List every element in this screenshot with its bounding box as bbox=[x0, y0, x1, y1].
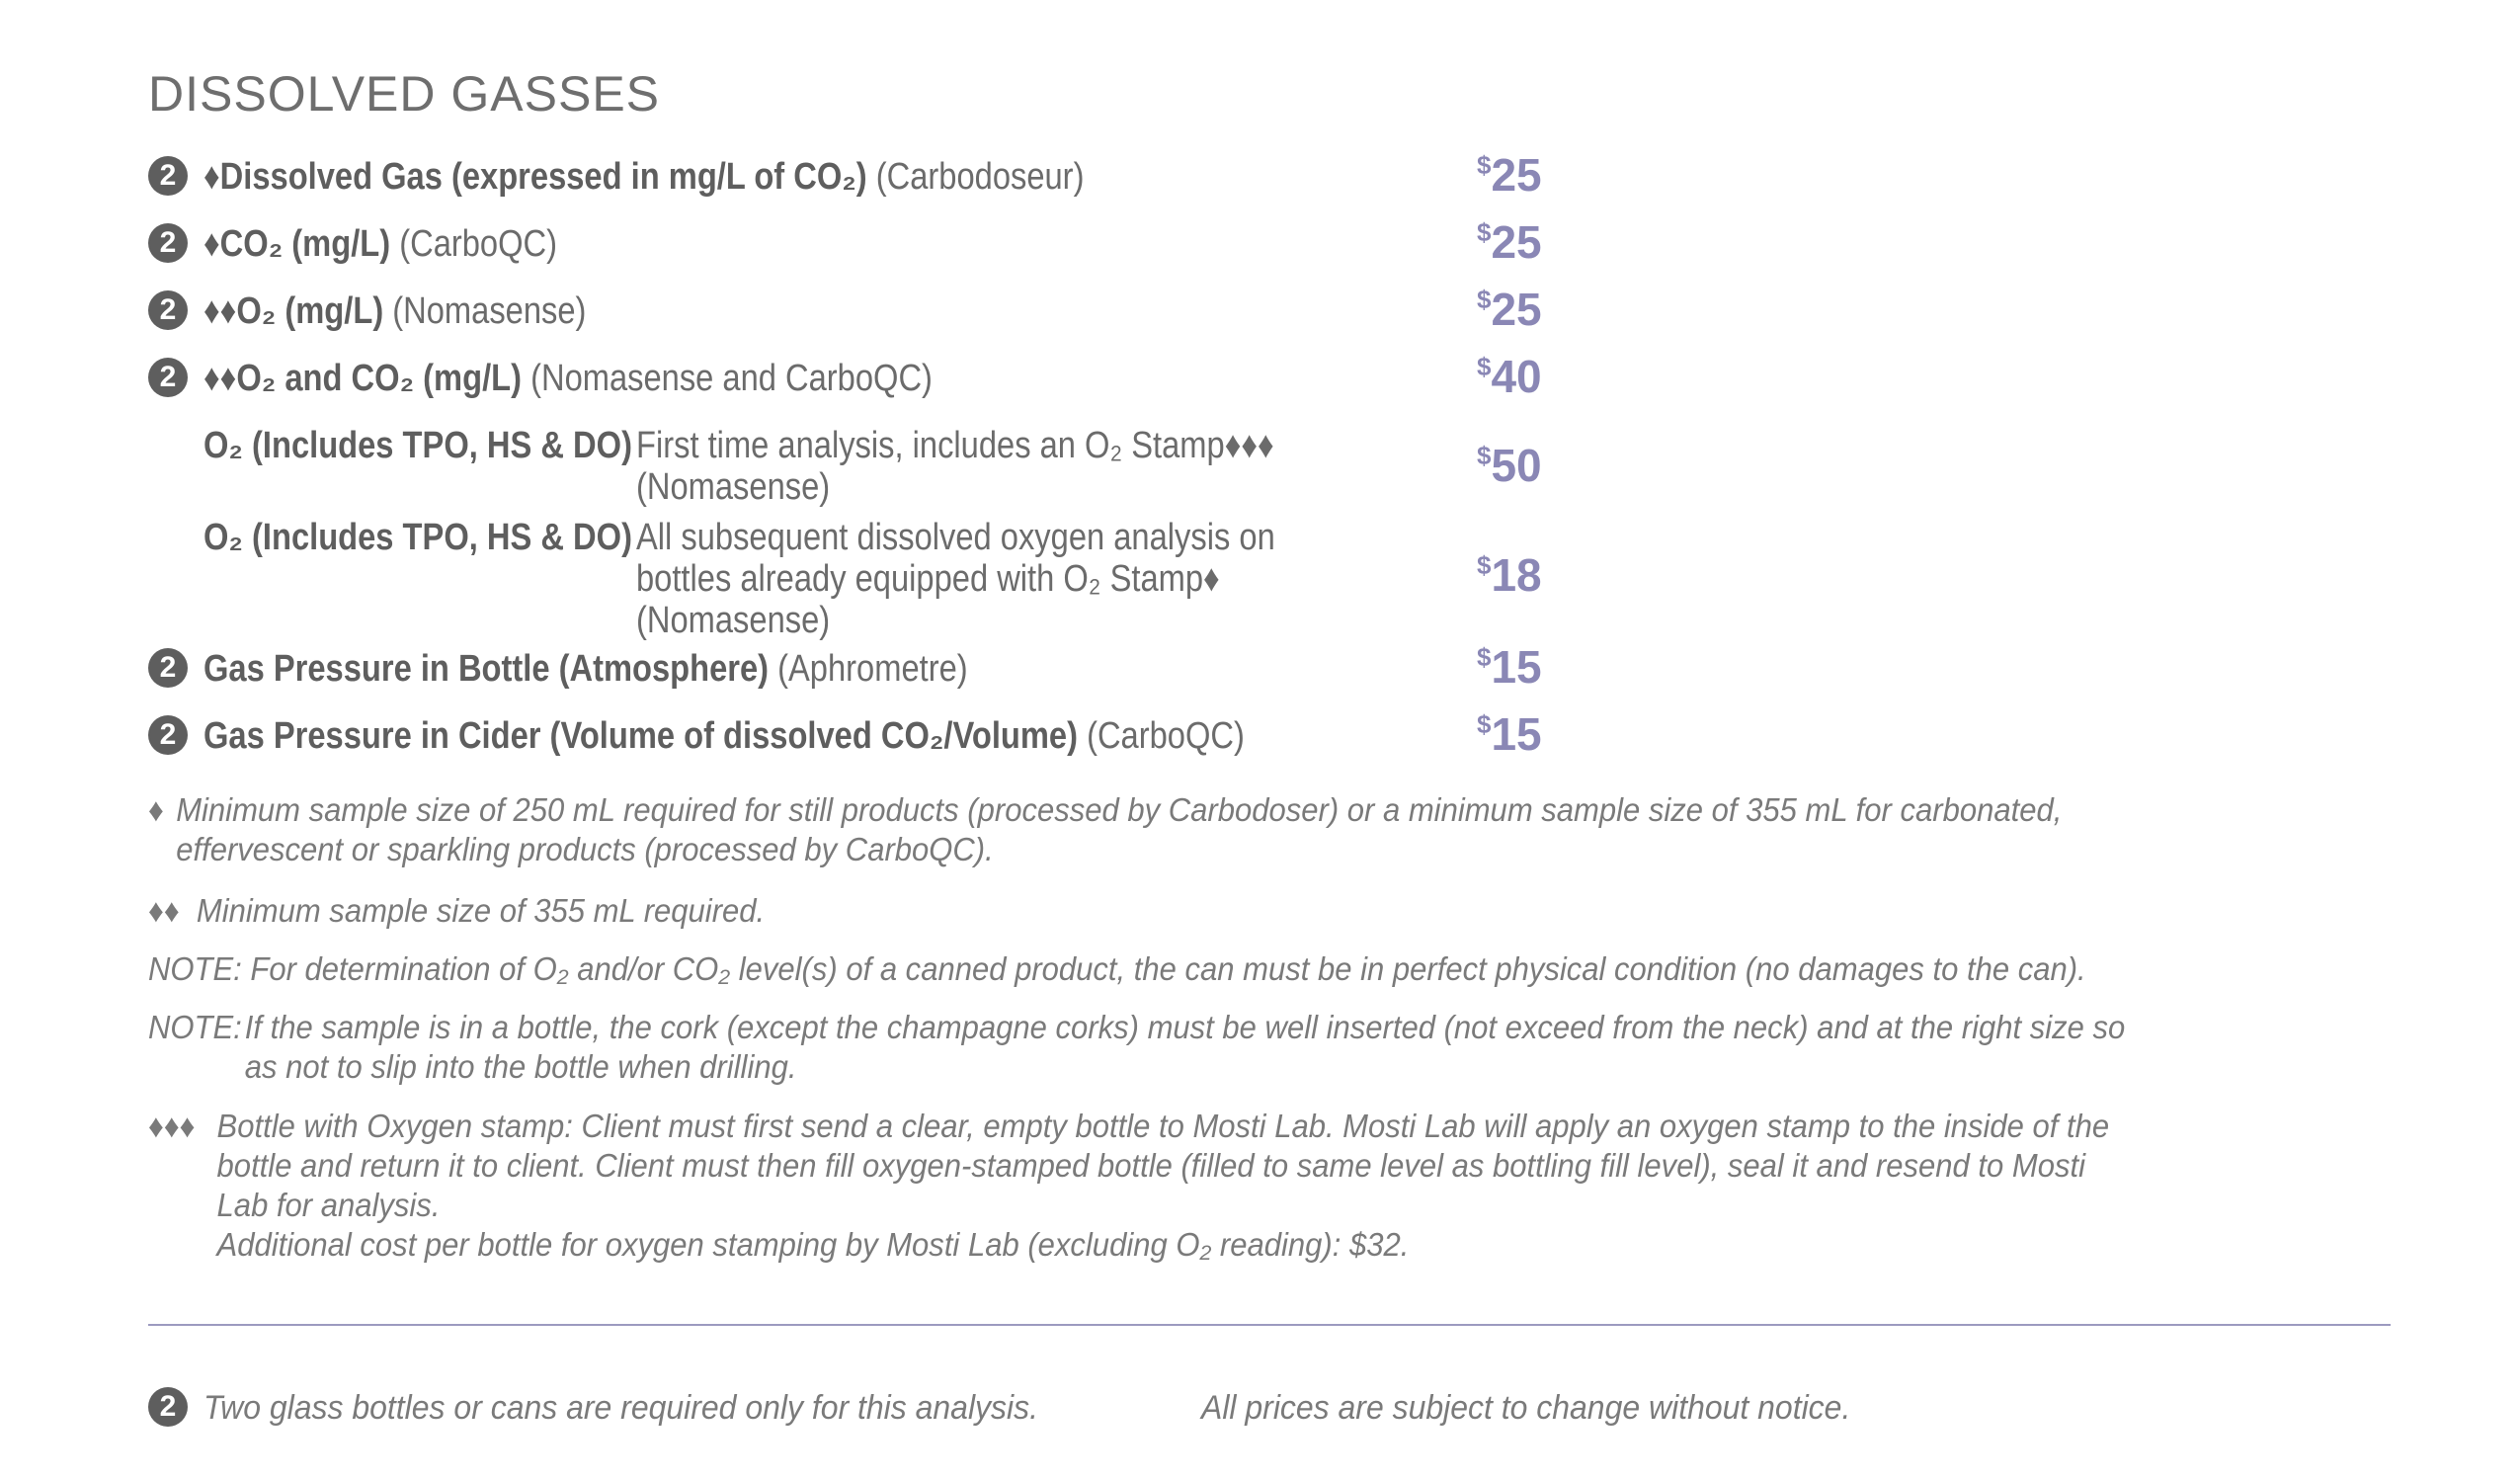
analysis-row-gas-pressure-bottle bbox=[148, 640, 1551, 698]
analysis-name bbox=[203, 215, 557, 273]
analysis-row-o2-subsequent bbox=[148, 517, 1551, 645]
currency-symbol: $ bbox=[1477, 550, 1492, 580]
price bbox=[1477, 350, 1542, 403]
footnote-line: Bottle with Oxygen stamp: Client must first send a clear, empty bottle to Mosti Lab. Mosti Lab will apply an oxygen stamp to the inside of the bbox=[216, 1108, 2110, 1144]
diamond-marker: ♦ bbox=[148, 791, 164, 828]
currency-symbol: $ bbox=[1477, 441, 1492, 470]
price bbox=[1477, 148, 1542, 202]
footer-price-disclaimer: All prices are subject to change without notice. bbox=[1201, 1389, 1851, 1427]
analysis-method: (Carbodoseur) bbox=[866, 156, 1085, 198]
price bbox=[1477, 707, 1542, 761]
analysis-method: (Nomasense) bbox=[383, 290, 587, 332]
analysis-method: (Aphrometre) bbox=[769, 648, 968, 690]
analysis-row-o2-co2 bbox=[148, 350, 1551, 407]
footnote-text bbox=[217, 1107, 2110, 1265]
analysis-title: ♦♦O₂ (mg/L) bbox=[203, 290, 384, 332]
divider bbox=[148, 1324, 2391, 1326]
price-amount: 15 bbox=[1491, 708, 1542, 760]
note-line: If the sample is in a bottle, the cork (except the champagne corks) must be well inserted (not exceed from the neck) and at the right size so bbox=[244, 1009, 2126, 1045]
analysis-title: ♦♦O₂ and CO₂ (mg/L) bbox=[203, 358, 523, 399]
note-text bbox=[245, 1008, 2126, 1087]
note-text: NOTE: For determination of O₂ and/or CO₂ level(s) of a canned product, the can must be in perfect physical condition (no damages to the can). bbox=[148, 950, 2086, 987]
price-amount: 50 bbox=[1491, 440, 1542, 491]
analysis-name bbox=[203, 148, 1084, 206]
analysis-method: (CarboQC) bbox=[390, 223, 558, 265]
footnote-line: Minimum sample size of 250 mL required for still products (processed by Carbodoser) or a minimum sample size of 355 mL for carbonated, bbox=[176, 791, 2063, 828]
price-amount: 25 bbox=[1491, 284, 1542, 335]
currency-symbol: $ bbox=[1477, 150, 1492, 180]
two-bottles-icon: 2 bbox=[148, 648, 188, 688]
analysis-title: O₂ (Includes TPO, HS & DO) bbox=[203, 425, 632, 466]
two-bottles-icon: 2 bbox=[148, 156, 188, 196]
footnote-line: Lab for analysis. bbox=[216, 1187, 441, 1223]
price-list-page bbox=[148, 0, 2391, 1480]
footer-bottles-note: Two glass bottles or cans are required only for this analysis. bbox=[203, 1389, 1038, 1427]
price bbox=[1477, 548, 1542, 602]
analysis-name bbox=[203, 707, 1245, 765]
analysis-row-o2-first-time bbox=[148, 425, 1551, 514]
price bbox=[1477, 439, 1542, 492]
currency-symbol: $ bbox=[1477, 352, 1492, 381]
price-amount: 18 bbox=[1491, 549, 1542, 601]
description-line: (Nomasense) bbox=[636, 600, 831, 641]
description-line: All subsequent dissolved oxygen analysis on bbox=[636, 517, 1275, 558]
currency-symbol: $ bbox=[1477, 642, 1492, 672]
analysis-row-dissolved-gas bbox=[148, 148, 1551, 206]
analysis-title: ♦CO₂ (mg/L) bbox=[203, 223, 391, 265]
price-amount: 25 bbox=[1491, 216, 1542, 268]
currency-symbol: $ bbox=[1477, 285, 1492, 314]
price-amount: 25 bbox=[1491, 149, 1542, 201]
analysis-name bbox=[203, 350, 933, 407]
analysis-row-gas-pressure-cider bbox=[148, 707, 1551, 765]
note-prefix: NOTE: bbox=[148, 1009, 242, 1045]
two-bottles-icon: 2 bbox=[148, 358, 188, 397]
footnote-line: Additional cost per bottle for oxygen stamping by Mosti Lab (excluding O₂ reading): $32. bbox=[216, 1226, 1410, 1263]
analysis-row-co2 bbox=[148, 215, 1551, 273]
two-bottles-icon: 2 bbox=[148, 715, 188, 755]
two-bottles-icon: 2 bbox=[148, 223, 188, 263]
analysis-name bbox=[203, 283, 586, 340]
analysis-name bbox=[203, 640, 968, 698]
description-line: bottles already equipped with O₂ Stamp♦ bbox=[636, 558, 1220, 600]
currency-symbol: $ bbox=[1477, 709, 1492, 739]
description-line: (Nomasense) bbox=[636, 466, 831, 508]
analysis-description bbox=[636, 517, 1275, 641]
two-bottles-icon: 2 bbox=[148, 1387, 188, 1427]
analysis-method: (CarboQC) bbox=[1077, 715, 1245, 757]
price-amount: 40 bbox=[1491, 351, 1542, 402]
price bbox=[1477, 215, 1542, 269]
footnote-line: bottle and return it to client. Client must then fill oxygen-stamped bottle (filled to same level as bottling fill level), seal it and resend to Mosti bbox=[216, 1147, 2086, 1184]
footnote-text: Minimum sample size of 355 mL required. bbox=[196, 892, 766, 929]
page-footer bbox=[148, 1383, 2391, 1442]
analysis-row-o2 bbox=[148, 283, 1551, 340]
footnote-line: effervescent or sparkling products (processed by CarboQC). bbox=[176, 831, 994, 867]
analysis-title: Gas Pressure in Bottle (Atmosphere) bbox=[203, 648, 770, 690]
price bbox=[1477, 283, 1542, 336]
analysis-title: ♦Dissolved Gas (expressed in mg/L of CO₂) bbox=[203, 156, 867, 198]
analysis-title: Gas Pressure in Cider (Volume of dissolved CO₂/Volume) bbox=[203, 715, 1078, 757]
two-bottles-icon: 2 bbox=[148, 290, 188, 330]
double-diamond-marker: ♦♦ bbox=[148, 892, 180, 929]
price bbox=[1477, 640, 1542, 694]
analysis-description bbox=[636, 425, 1274, 508]
analysis-method: (Nomasense and CarboQC) bbox=[522, 358, 933, 399]
section-title: DISSOLVED GASSES bbox=[148, 66, 661, 122]
price-amount: 15 bbox=[1491, 641, 1542, 693]
currency-symbol: $ bbox=[1477, 217, 1492, 247]
analysis-title: O₂ (Includes TPO, HS & DO) bbox=[203, 517, 632, 558]
note-line: as not to slip into the bottle when drilling. bbox=[244, 1048, 797, 1085]
triple-diamond-marker: ♦♦♦ bbox=[148, 1108, 196, 1144]
description-line: First time analysis, includes an O₂ Stamp♦♦♦ bbox=[636, 425, 1274, 466]
footnote-text bbox=[176, 790, 2062, 869]
